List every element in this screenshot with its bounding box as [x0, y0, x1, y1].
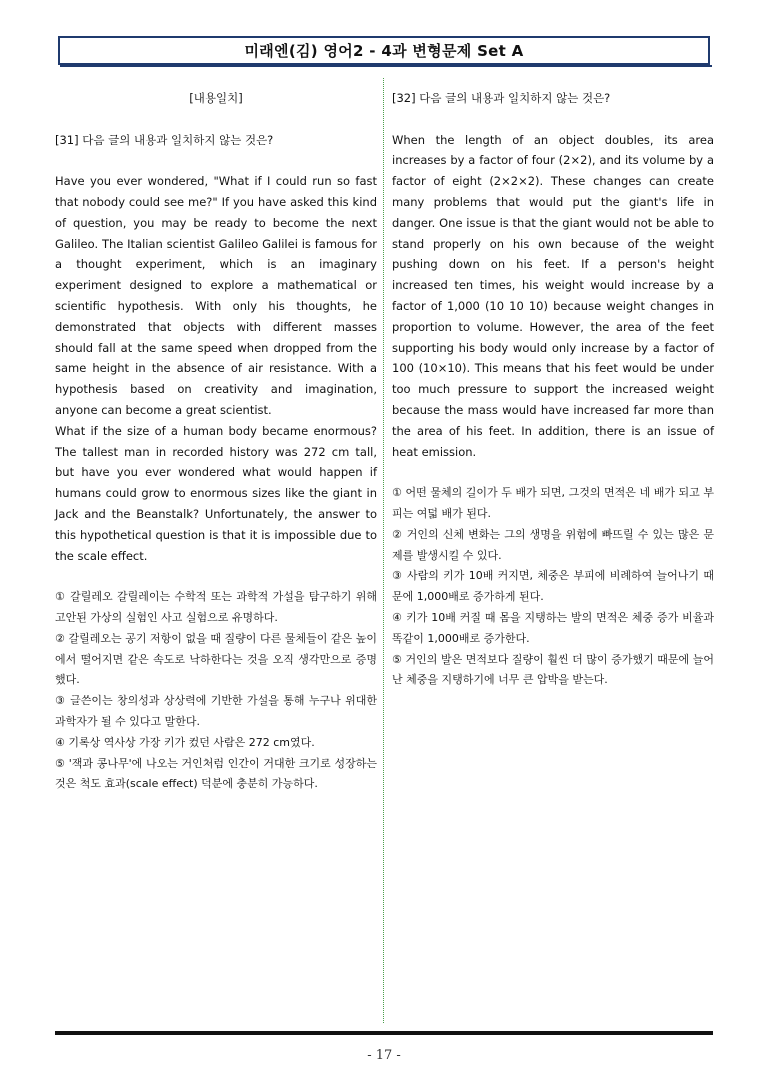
- option-31-5: ⑤ '잭과 콩나무'에 나오는 거인처럼 인간이 거대한 크기로 성장하는 것은 척도 효과(scale effect) 덕분에 충분히 가능하다.: [55, 756, 377, 791]
- page-number: - 17 -: [367, 1048, 401, 1063]
- title-underline: [60, 65, 712, 67]
- title-box: [58, 36, 710, 65]
- passage-31-paragraph-2: What if the size of a human body became enormous? The tallest man in recorded history was 272 cm tall, but have you ever wondered what would happen if humans could grow to enormous sizes like the giant in Jack and the Beanstalk? Unfortunately, the answer to this hypothetical question is that it is impossible due to the scale effect.: [55, 423, 377, 563]
- passage-31-paragraph-1: Have you ever wondered, "What if I could run so fast that nobody could see me?" If you have asked this kind of question, you may be ready to become the next Galileo. The Italian scientist Galileo Galilei is famous for a thought experiment, which is an imaginary experiment designed to explore a mathematical or scientific hypothesis. With only his thoughts, he demonstrated that objects with different masses should fall at the same speed when dropped from the same height in the absence of air resistance. With a hypothesis based on creativity and imagination, anyone can become a great scientist.: [55, 174, 377, 417]
- page-title: 미래엔(김) 영어2 - 4과 변형문제 Set A: [244, 42, 524, 60]
- question-32: [32] 다음 글의 내용과 일치하지 않는 것은?: [392, 91, 611, 105]
- passage-32: When the length of an object doubles, its area increases by a factor of four (2×2), and its volume by a factor of eight (2×2×2). These changes can create many problems that would put the giant's life in danger. One issue is that the giant would not be able to stand properly on his own because of the weight pushing down on his feet. If a person's height increased ten times, his weight would increase by a factor of 1,000 (10 10 10) because weight changes in proportion to volume. However, the area of the feet supporting his body would only increase by a factor of 100 (10×10). This means that his feet would be under too much pressure to support the increased weight because the mass would have increased far more than the area of his feet. In addition, there is an issue of heat emission.: [392, 132, 714, 459]
- left-column: [55, 88, 377, 795]
- option-32-2: ② 거인의 신체 변화는 그의 생명을 위험에 빠뜨릴 수 있는 많은 문제를 발생시킬 수 있다.: [392, 527, 714, 562]
- question-31: [31] 다음 글의 내용과 일치하지 않는 것은?: [55, 132, 274, 147]
- right-column: [392, 88, 714, 691]
- section-tag: [내용일치]: [189, 91, 243, 105]
- option-32-1: ① 어떤 물체의 길이가 두 배가 되면, 그것의 면적은 네 배가 되고 부피는 여덟 배가 된다.: [392, 486, 714, 520]
- footer-rule: [55, 1031, 713, 1035]
- option-32-4: ④ 키가 10배 커질 때 몸을 지탱하는 발의 면적은 체중 증가 비율과 똑같이 1,000배로 증가한다.: [392, 610, 714, 645]
- option-32-3: ③ 사람의 키가 10배 커지면, 체중은 부피에 비례하여 늘어나기 때문에 1,000배로 증가하게 된다.: [392, 569, 714, 604]
- option-31-1: ① 갈릴레오 갈릴레이는 수학적 또는 과학적 가설을 탐구하기 위해 고안된 가상의 실험인 사고 실험으로 유명하다.: [55, 590, 377, 624]
- column-divider: [383, 78, 384, 1023]
- option-31-2: ② 갈릴레오는 공기 저항이 없을 때 질량이 다른 물체들이 같은 높이에서 떨어지면 같은 속도로 낙하한다는 것을 오직 생각만으로 증명했다.: [55, 631, 377, 687]
- option-32-5: ⑤ 거인의 발은 면적보다 질량이 훨씬 더 많이 증가했기 때문에 늘어난 체중을 지탱하기에 너무 큰 압박을 받는다.: [392, 652, 714, 687]
- option-31-3: ③ 글쓴이는 창의성과 상상력에 기반한 가설을 통해 누구나 위대한 과학자가 될 수 있다고 말한다.: [55, 694, 377, 728]
- option-31-4: ④ 기록상 역사상 가장 키가 컸던 사람은 272 cm였다.: [55, 735, 315, 749]
